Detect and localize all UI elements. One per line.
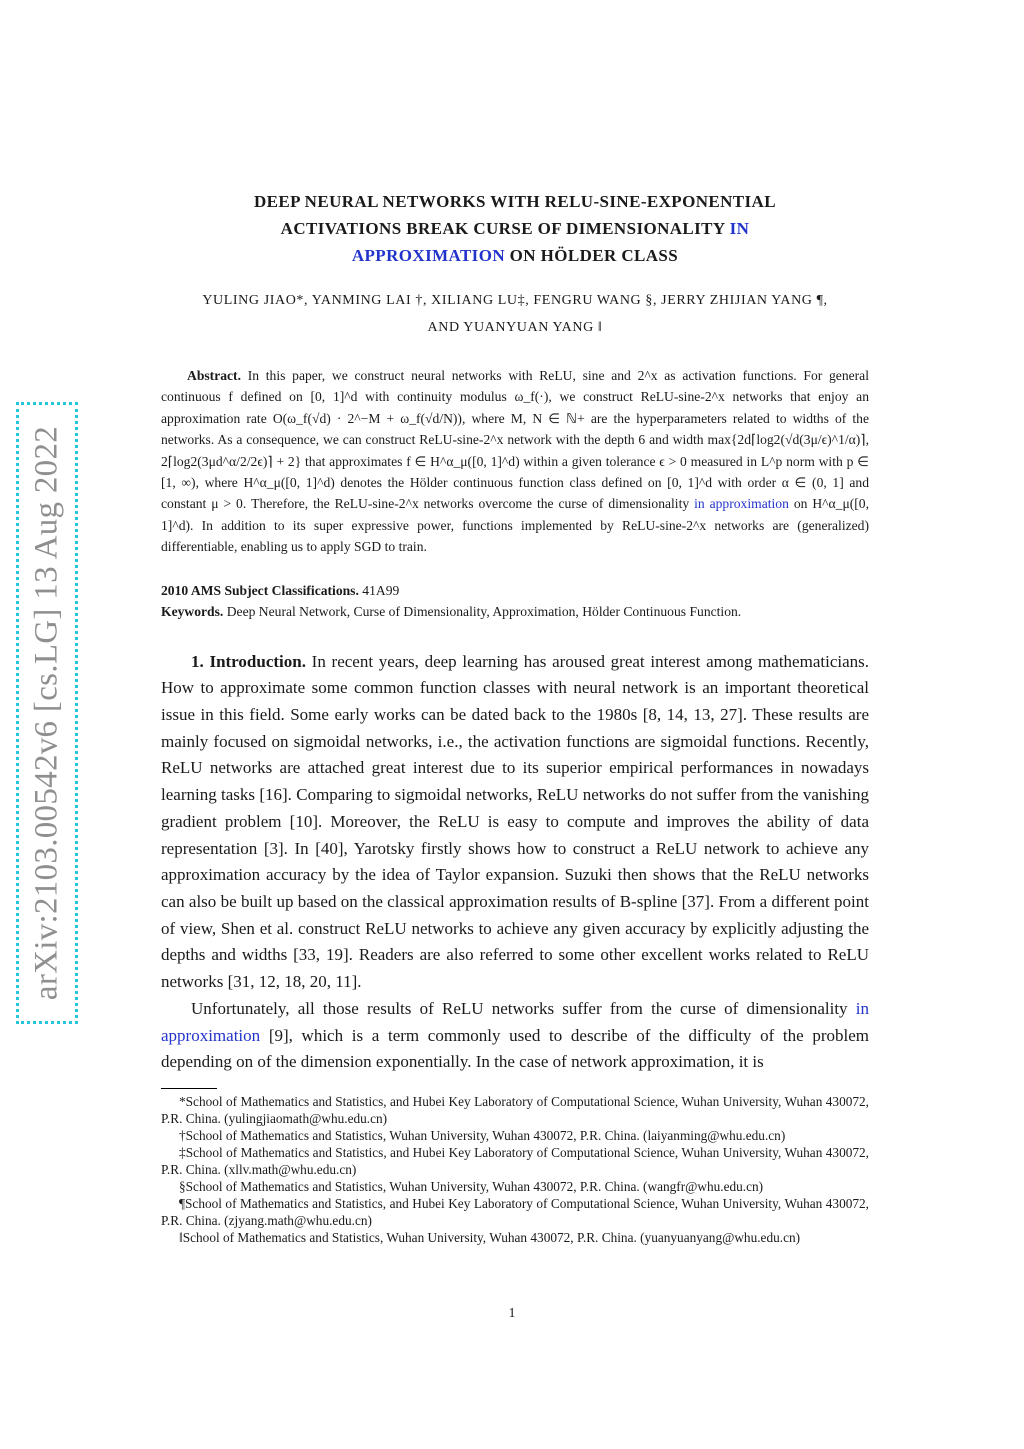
- authors-line-1: YULING JIAO*, YANMING LAI †, XILIANG LU‡, FENGRU WANG §, JERRY ZHIJIAN YANG ¶,: [202, 293, 828, 308]
- keywords-value: Deep Neural Network, Curse of Dimensionality, Approximation, Hölder Continuous Function.: [226, 603, 742, 619]
- page-number: 1: [508, 1306, 516, 1321]
- title-line-2: [161, 215, 869, 242]
- intro-paragraph-1: [161, 649, 869, 996]
- ams-label: 2010 AMS Subject Classifications.: [161, 582, 359, 598]
- introduction-section: [161, 649, 869, 1076]
- ams-value: 41A99: [362, 582, 400, 598]
- section-heading: 1. Introduction.: [191, 651, 306, 671]
- keywords: [161, 601, 869, 622]
- footnote: ¶School of Mathematics and Statistics, and Hubei Key Laboratory of Computational Science, Wuhan University, Wuhan 430072, P.R. China. (zjyang.math@whu.edu.cn): [161, 1195, 869, 1228]
- page-content: [161, 188, 869, 1246]
- title-line-1: DEEP NEURAL NETWORKS WITH RELU-SINE-EXPONENTIAL: [254, 192, 776, 211]
- intro-p1-text: In recent years, deep learning has aroused great interest among mathematicians. How to approximate some common function classes with neural network is an important theoretical issue in this field. Some early works can be dated back to the 1980s [8, 14, 13, 27]. These results are mainly focused on sigmoidal networks, i.e., the activation functions are sigmoidal functions. Recently, ReLU networks are attached great interest due to its superior empirical performances in nowadays learning tasks [16]. Comparing to sigmoidal networks, ReLU networks do not suffer from the vanishing gradient problem [10]. Moreover, the ReLU is easy to compute and improves the ability of data representation [3]. In [40], Yarotsky firstly shows how to construct a ReLU network to achieve any approximation accuracy by the idea of Taylor expansion. Suzuki then shows that the ReLU networks can also be built up based on the classical approximation results of B-spline [37]. From a different point of view, Shen et al. construct ReLU networks to achieve any given accuracy by explicitly adjusting the depths and widths [33, 19]. Readers are also referred to some other excellent works related to ReLU networks [31, 12, 18, 20, 11].: [161, 651, 869, 992]
- abstract-label: Abstract.: [187, 368, 241, 383]
- intro-paragraph-2: [161, 996, 869, 1076]
- title-link-in[interactable]: IN: [729, 219, 750, 238]
- footnote-rule: [161, 1088, 217, 1089]
- footnote: §School of Mathematics and Statistics, Wuhan University, Wuhan 430072, P.R. China. (wangfr@whu.edu.cn): [179, 1178, 764, 1194]
- footnote: ‡School of Mathematics and Statistics, and Hubei Key Laboratory of Computational Science, Wuhan University, Wuhan 430072, P.R. China. (xllv.math@whu.edu.cn): [161, 1144, 869, 1177]
- abstract-link[interactable]: in approximation: [694, 496, 789, 512]
- intro-p2-text-a: Unfortunately, all those results of ReLU networks suffer from the curse of dimensionality: [191, 998, 856, 1018]
- footnotes: [161, 1093, 869, 1246]
- paper-metadata: [161, 580, 869, 622]
- footnote: *School of Mathematics and Statistics, and Hubei Key Laboratory of Computational Science, Wuhan University, Wuhan 430072, P.R. China. (yulingjiaomath@whu.edu.cn): [161, 1093, 869, 1126]
- paper-title: [161, 188, 869, 269]
- abstract-text-b: on H^α_μ([0, 1]^d). In addition to its super expressive power, functions implemented by ReLU-sine-2^x networks are (generalized) differentiable, enabling us to apply SGD to train.: [161, 496, 869, 555]
- title-link-approximation[interactable]: APPROXIMATION: [351, 246, 505, 265]
- abstract: [161, 365, 869, 558]
- intro-p2-text-b: [9], which is a term commonly used to describe of the difficulty of the problem depending on of the dimension exponentially. In the case of network approximation, it is: [161, 1025, 869, 1072]
- ams-classification: [161, 580, 869, 601]
- arxiv-id: arXiv:2103.00542v6 [cs.LG] 13 Aug 2022: [28, 425, 65, 1001]
- authors-line-2: AND YUANYUAN YANG ‖: [427, 320, 603, 335]
- intro-link[interactable]: in approximation: [161, 998, 869, 1045]
- footnote: †School of Mathematics and Statistics, Wuhan University, Wuhan 430072, P.R. China. (laiyanming@whu.edu.cn): [179, 1127, 786, 1143]
- footnote: ‖School of Mathematics and Statistics, Wuhan University, Wuhan 430072, P.R. China. (yuanyuanyang@whu.edu.cn): [179, 1229, 801, 1245]
- title-line-2-text: ACTIVATIONS BREAK CURSE OF DIMENSIONALITY: [280, 219, 730, 238]
- abstract-text-a: In this paper, we construct neural networks with ReLU, sine and 2^x as activation functions. For general continuous f defined on [0, 1]^d with continuity modulus ω_f(·), we construct ReLU-sine-2^x networks that enjoy an approximation rate O(ω_f(√d) · 2^−M + ω_f(√d/N)), where M, N ∈ ℕ+ are the hyperparameters related to widths of the networks. As a consequence, we can construct ReLU-sine-2^x network with the depth 6 and width max{2d⌈log2(√d(3μ/ϵ)^1/α)⌉, 2⌈log2(3μd^α/2/2ϵ)⌉ + 2} that approximates f ∈ H^α_μ([0, 1]^d) within a given tolerance ϵ > 0 measured in L^p norm with p ∈ [1, ∞), where H^α_μ([0, 1]^d) denotes the Hölder continuous function class defined on [0, 1]^d with order α ∈ (0, 1] and constant μ > 0. Therefore, the ReLU-sine-2^x networks overcome the curse of dimensionality: [161, 368, 869, 512]
- arxiv-stamp[interactable]: [16, 402, 78, 1024]
- keywords-label: Keywords.: [161, 603, 224, 619]
- title-line-3: [161, 242, 869, 269]
- author-list: [161, 287, 869, 341]
- title-line-3-text: ON HÖLDER CLASS: [505, 246, 679, 265]
